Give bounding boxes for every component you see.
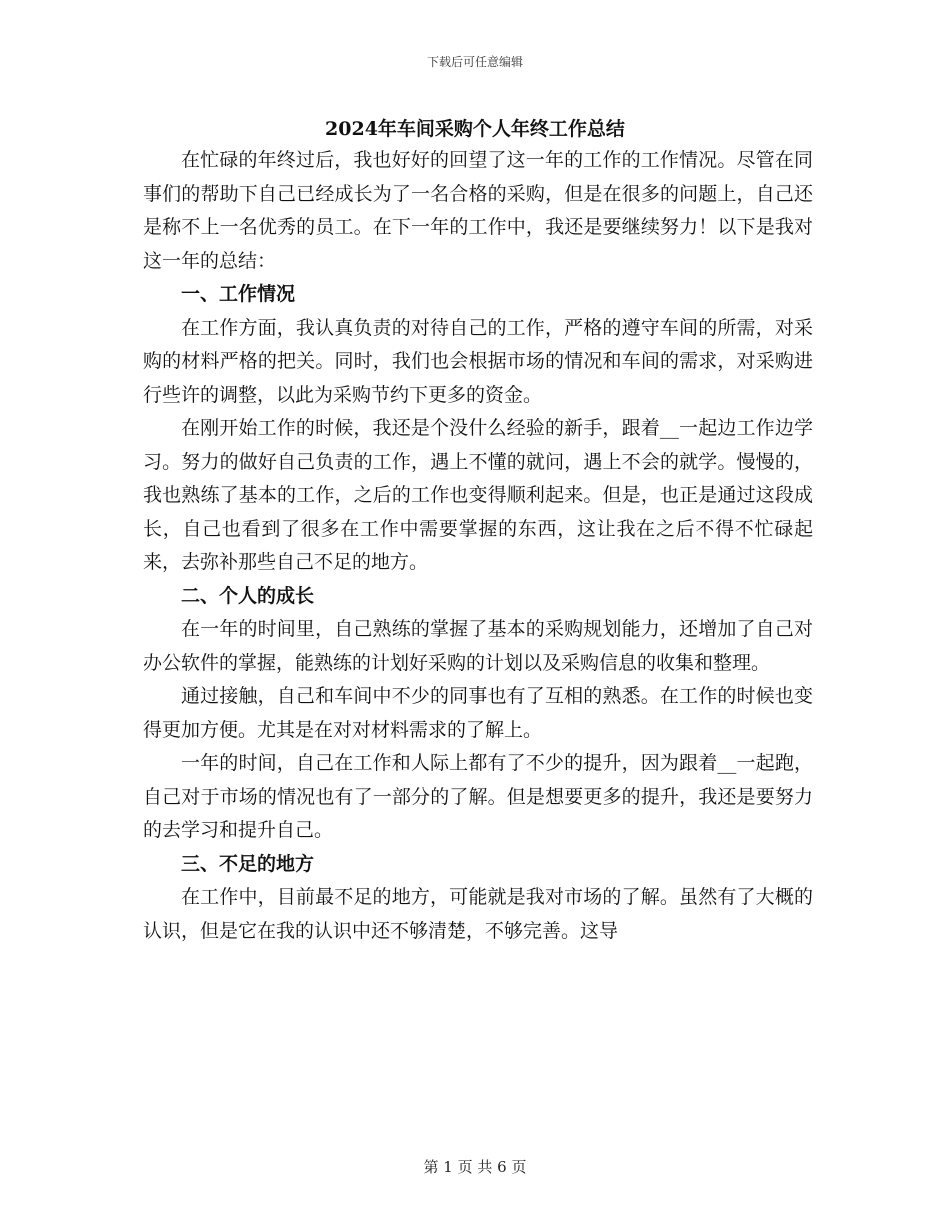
section-heading-growth: 二、个人的成长: [181, 584, 315, 607]
paragraph: 一年的时间，自己在工作和人际上都有了不少的提升，因为跟着__一起跑，自己对于市场的情况也有了一部分的了解。但是想要更多的提升，我还是要努力的去学习和提升自己。: [143, 752, 813, 841]
intro-paragraph: 在忙碌的年终过后，我也好好的回望了这一年的工作的工作情况。尽管在同事们的帮助下自己已经成长为了一名合格的采购，但是在很多的问题上，自己还是称不上一名优秀的员工。在下一年的工作中，我还是要继续努力！以下是我对这一年的总结：: [143, 149, 813, 272]
section-heading-shortcomings: 三、不足的地方: [181, 852, 315, 875]
paragraph: 在工作方面，我认真负责的对待自己的工作，严格的遵守车间的所需，对采购的材料严格的把关。同时，我们也会根据市场的情况和车间的需求，对采购进行些许的调整，以此为采购节约下更多的资金。: [143, 316, 813, 406]
document-body: [143, 144, 813, 948]
page-header-note: 下载后可任意编辑: [426, 55, 523, 69]
document-title: 2024年车间采购个人年终工作总结: [325, 118, 625, 140]
paragraph: 在刚开始工作的时候，我还是个没什么经验的新手，跟着__一起边工作边学习。努力的做好自己负责的工作，遇上不懂的就问，遇上不会的就学。慢慢的，我也熟练了基本的工作，之后的工作也变得顺利起来。但是，也正是通过这段成长，自己也看到了很多在工作中需要掌握的东西，这让我在之后不得不忙碌起来，去弥补那些自己不足的地方。: [143, 417, 813, 573]
page-number: 第 1 页 共 6 页: [423, 1158, 527, 1176]
section-heading-work: 一、工作情况: [181, 283, 296, 305]
paragraph: 在工作中，目前最不足的地方，可能就是我对市场的了解。虽然有了大概的认识，但是它在我的认识中还不够清楚，不够完善。这导: [143, 886, 813, 942]
paragraph: 在一年的时间里，自己熟练的掌握了基本的采购规划能力，还增加了自己对办公软件的掌握，能熟练的计划好采购的计划以及采购信息的收集和整理。: [143, 618, 813, 674]
paragraph: 通过接触，自己和车间中不少的同事也有了互相的熟悉。在工作的时候也变得更加方便。尤其是在对对材料需求的了解上。: [143, 685, 813, 741]
